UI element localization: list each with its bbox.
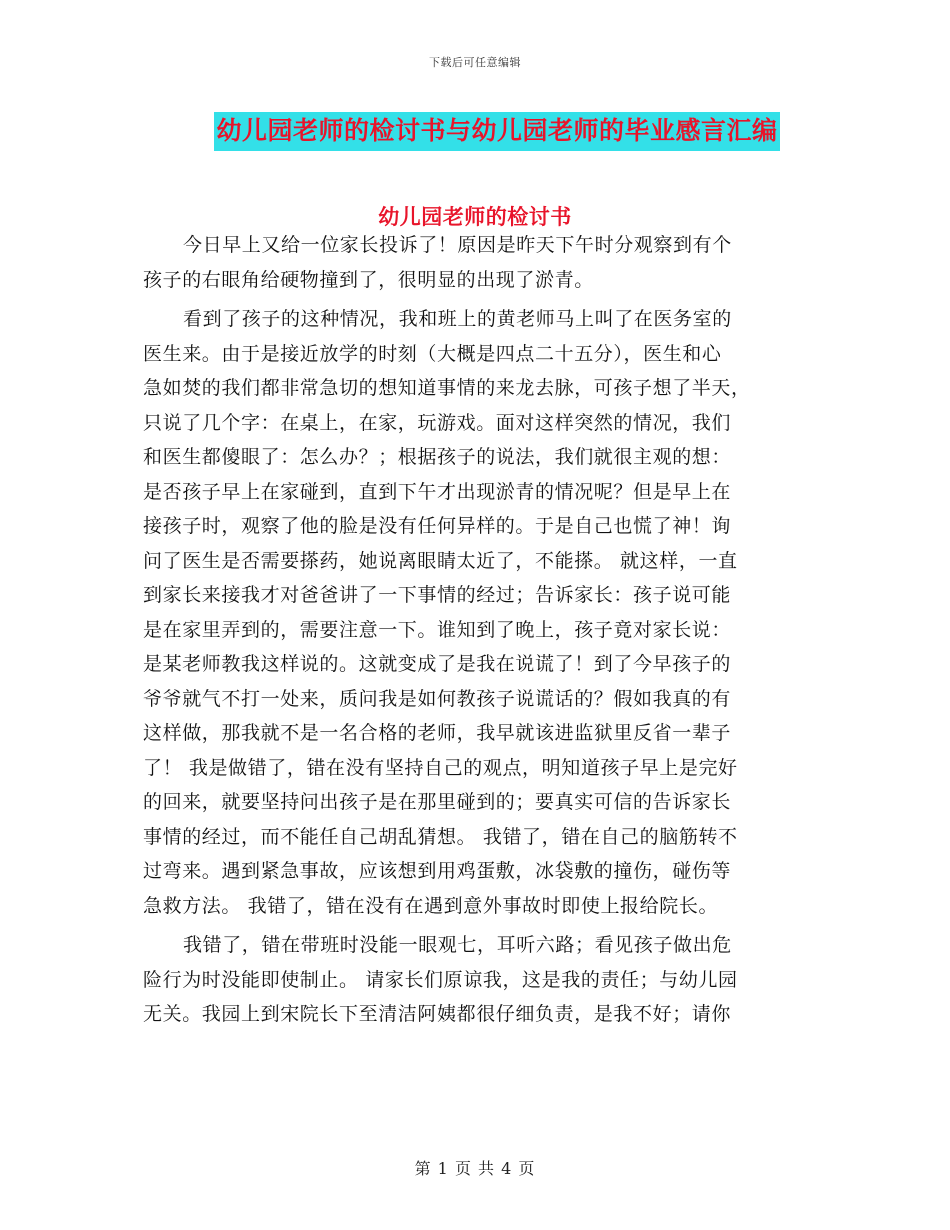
text-line: 爷爷就气不打一处来，质问我是如何教孩子说谎话的？假如我真的有 [143, 687, 732, 710]
text-line: 的回来，就要坚持问出孩子是在那里碰到的；要真实可信的告诉家长 [143, 791, 732, 813]
text-line: 险行为时没能即使制止。 请家长们原谅我，这是我的责任；与幼儿园 [143, 968, 738, 991]
paragraph-2 [143, 302, 803, 923]
paragraph-3 [143, 928, 803, 1032]
text-line: 是否孩子早上在家碰到，直到下午才出现淤青的情况呢？但是早上在 [143, 480, 732, 503]
text-line: 问了医生是否需要搽药，她说离眼睛太近了，不能搽。 就这样，一直 [143, 549, 738, 572]
text-line: 是在家里弄到的，需要注意一下。谁知到了晚上，孩子竟对家长说： [143, 618, 732, 641]
main-title: 幼儿园老师的检讨书与幼儿园老师的毕业感言汇编 [214, 112, 779, 151]
main-title-container [0, 112, 950, 151]
text-line: 是某老师教我这样说的。这就变成了是我在说谎了！到了今早孩子的 [143, 653, 732, 675]
text-line: 急如焚的我们都非常急切的想知道事情的来龙去脉，可孩子想了半天， [143, 377, 751, 399]
text-line: 接孩子时，观察了他的脸是没有任何异样的。于是自己也慌了神！询 [143, 515, 732, 537]
text-line: 事情的经过，而不能任自己胡乱猜想。 我错了，错在自己的脑筋转不 [143, 825, 738, 848]
text-line: 孩子的右眼角给硬物撞到了，很明显的出现了淤青。 [143, 268, 594, 291]
text-line: 看到了孩子的这种情况，我和班上的黄老师马上叫了在医务室的 [183, 308, 732, 330]
text-line: 今日早上又给一位家长投诉了！原因是昨天下午时分观察到有个 [183, 234, 732, 256]
body-text [143, 228, 803, 1037]
text-line: 这样做，那我就不是一名合格的老师，我早就该进监狱里反省一辈子 [143, 722, 732, 744]
text-line: 医生来。由于是接近放学的时刻（大概是四点二十五分），医生和心 [143, 342, 722, 365]
text-line: 无关。我园上到宋院长下至清洁阿姨都很仔细负责，是我不好；请你 [143, 1003, 732, 1025]
header-note: 下载后可任意编辑 [429, 56, 521, 69]
text-line: 我错了，错在带班时没能一眼观七，耳听六路；看见孩子做出危 [183, 934, 732, 956]
page-number: 第 1 页 共 4 页 [414, 1159, 536, 1178]
text-line: 了！ 我是做错了，错在没有坚持自己的观点，明知道孩子早上是完好 [143, 756, 738, 779]
paragraph-1 [143, 228, 803, 297]
text-line: 到家长来接我才对爸爸讲了一下事情的经过；告诉家长：孩子说可能 [143, 584, 732, 606]
text-line: 只说了几个字：在桌上，在家，玩游戏。面对这样突然的情况，我们 [143, 411, 732, 434]
text-line: 过弯来。遇到紧急事故，应该想到用鸡蛋敷，冰袋敷的撞伤，碰伤等 [143, 860, 732, 882]
section-title: 幼儿园老师的检讨书 [378, 204, 572, 229]
text-line: 急救方法。 我错了，错在没有在遇到意外事故时即使上报给院长。 [143, 894, 719, 917]
text-line: 和医生都傻眼了：怎么办？；根据孩子的说法，我们就很主观的想： [143, 446, 732, 468]
